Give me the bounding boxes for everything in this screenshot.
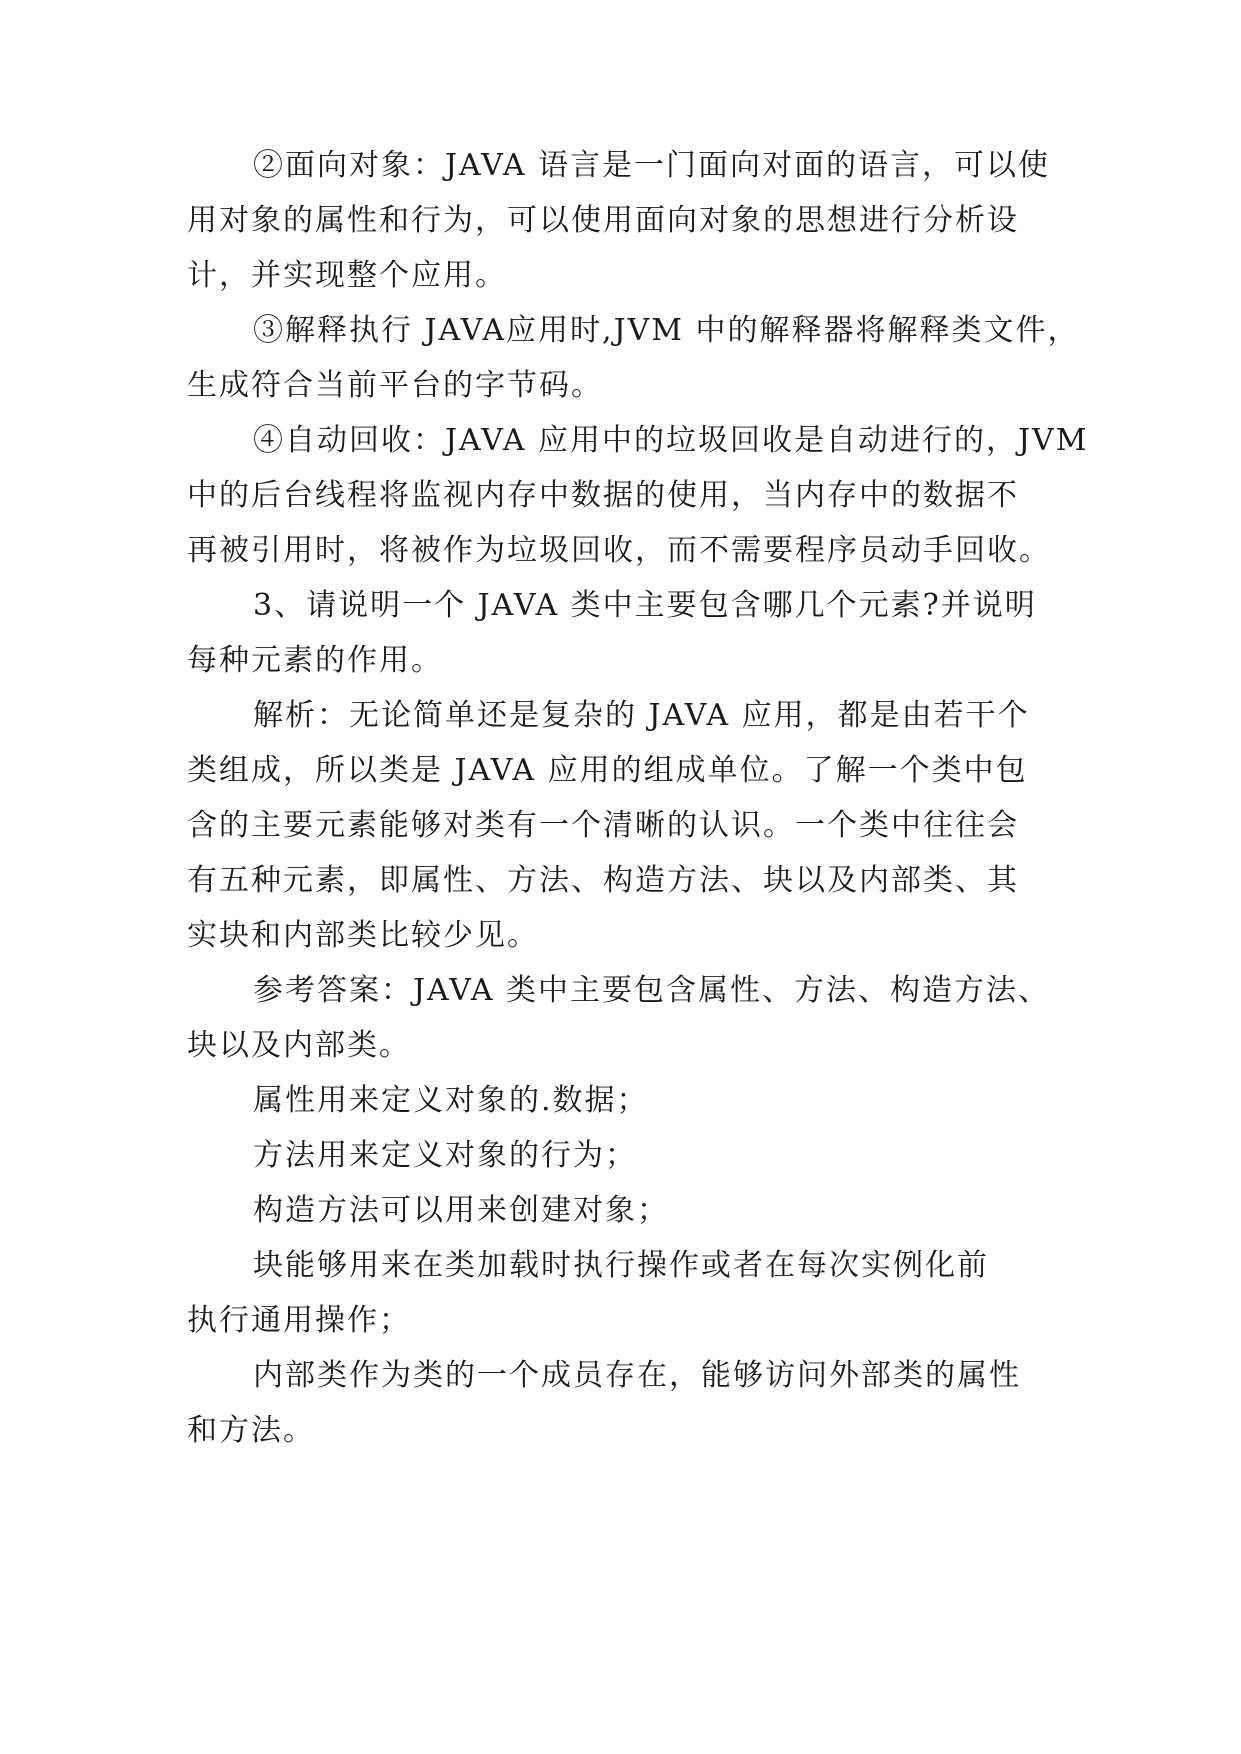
analysis-line: 实块和内部类比较少见。 — [187, 918, 539, 953]
paragraph-line: 计，并实现整个应用。 — [187, 258, 507, 293]
paragraph-line: 再被引用时，将被作为垃圾回收，而不需要程序员动手回收。 — [187, 533, 1051, 568]
paragraph-line: 生成符合当前平台的字节码。 — [187, 368, 603, 403]
paragraph-line: ④自动回收：JAVA 应用中的垃圾回收是自动进行的，JVM — [253, 423, 1089, 458]
analysis-line: 含的主要元素能够对类有一个清晰的认识。一个类中往往会 — [187, 808, 1019, 843]
answer-item: 构造方法可以用来创建对象； — [253, 1193, 669, 1228]
answer-item: 块能够用来在类加载时执行操作或者在每次实例化前 — [253, 1248, 989, 1283]
question-line: 每种元素的作用。 — [187, 643, 443, 678]
answer-item: 方法用来定义对象的行为； — [253, 1138, 637, 1173]
answer-line: 块以及内部类。 — [187, 1028, 411, 1063]
question-line: 3、请说明一个 JAVA 类中主要包含哪几个元素?并说明 — [253, 588, 1037, 623]
answer-item: 属性用来定义对象的.数据； — [253, 1083, 649, 1118]
answer-item: 内部类作为类的一个成员存在，能够访问外部类的属性 — [253, 1358, 1021, 1393]
answer-item: 执行通用操作； — [187, 1303, 411, 1338]
paragraph-line: ②面向对象：JAVA 语言是一门面向对面的语言，可以使 — [253, 148, 1051, 183]
paragraph-line: ③解释执行 JAVA应用时,JVM 中的解释器将解释类文件， — [253, 313, 1080, 348]
analysis-line: 有五种元素，即属性、方法、构造方法、块以及内部类、其 — [187, 863, 1019, 898]
answer-line: 参考答案：JAVA 类中主要包含属性、方法、构造方法、 — [253, 973, 1051, 1008]
answer-item: 和方法。 — [187, 1413, 315, 1448]
analysis-line: 类组成，所以类是 JAVA 应用的组成单位。了解一个类中包 — [187, 753, 1028, 788]
paragraph-line: 用对象的属性和行为，可以使用面向对象的思想进行分析设 — [187, 203, 1019, 238]
paragraph-line: 中的后台线程将监视内存中数据的使用，当内存中的数据不 — [187, 478, 1019, 513]
analysis-line: 解析：无论简单还是复杂的 JAVA 应用，都是由若干个 — [253, 698, 1030, 733]
